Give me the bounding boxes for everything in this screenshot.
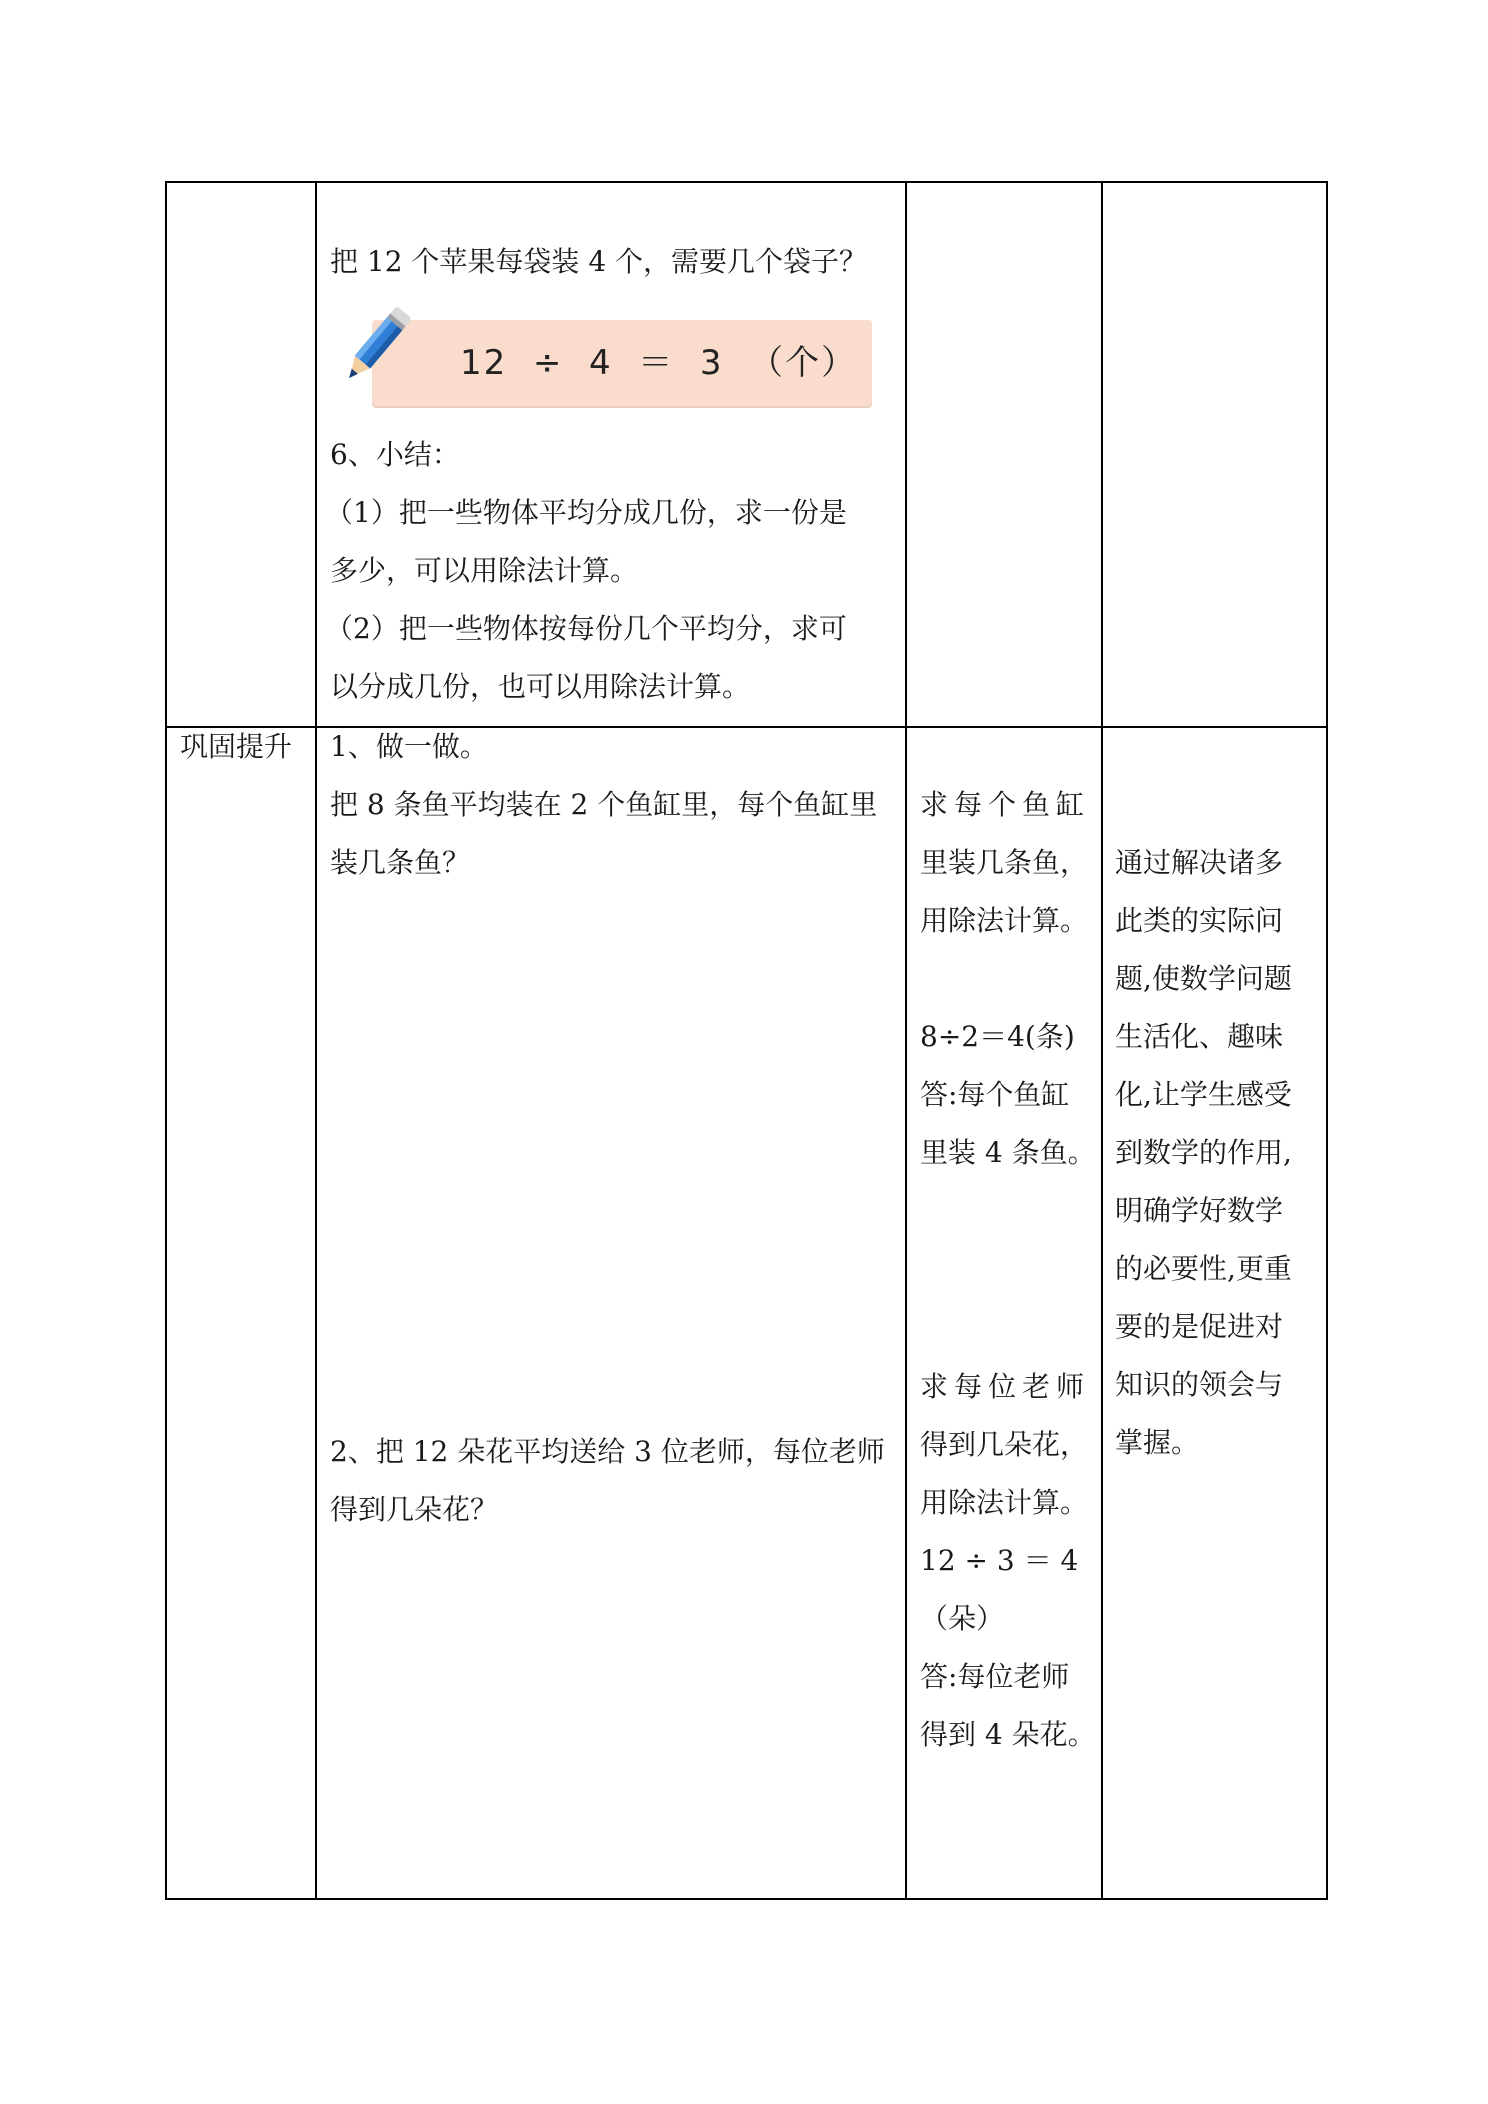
task-1-line-1: 把 8 条鱼平均装在 2 个鱼缸里，每个鱼缸里 xyxy=(330,788,878,821)
intent-line: 要的是促进对 xyxy=(1115,1310,1284,1343)
answer-1-line: 求每个鱼缸 xyxy=(920,788,1091,821)
equation-text: 12 ÷ 4 ＝ 3 （个） xyxy=(460,343,858,383)
intent-line: 此类的实际问 xyxy=(1115,904,1284,937)
intent-line: 知识的领会与 xyxy=(1115,1368,1284,1401)
intent-line: 到数学的作用, xyxy=(1115,1136,1292,1169)
summary-title: 6、小结： xyxy=(330,438,460,471)
answer-1-line: 里装几条鱼， xyxy=(920,846,1089,879)
table-left-border xyxy=(165,181,167,1900)
answer-1-line: 用除法计算。 xyxy=(920,904,1089,937)
summary-point-2-line-1: （2）把一些物体按每份几个平均分，求可 xyxy=(325,612,847,645)
pencil-icon xyxy=(330,300,422,392)
intent-line: 的必要性,更重 xyxy=(1115,1252,1292,1285)
answer-2-line: 得到几朵花， xyxy=(920,1428,1089,1461)
answer-2-line: 求每位老师 xyxy=(920,1370,1091,1403)
answer-2-equation: 12 ÷ 3 ＝ 4 xyxy=(920,1544,1079,1577)
column-divider-2 xyxy=(905,181,907,1900)
table-right-border xyxy=(1326,181,1328,1900)
answer-2-line: 用除法计算。 xyxy=(920,1486,1089,1519)
table-bottom-border xyxy=(165,1898,1328,1900)
task-title: 1、做一做。 xyxy=(330,730,488,763)
answer-2-line: 答:每位老师 xyxy=(920,1660,1070,1693)
answer-2-unit: （朵） xyxy=(920,1602,1005,1635)
answer-1-line: 里装 4 条鱼。 xyxy=(920,1136,1096,1169)
summary-point-1-line-1: （1）把一些物体平均分成几份，求一份是 xyxy=(325,496,847,529)
intent-line: 通过解决诸多 xyxy=(1115,846,1284,879)
answer-2-line: 得到 4 朵花。 xyxy=(920,1718,1096,1751)
summary-point-2-line-2: 以分成几份，也可以用除法计算。 xyxy=(330,670,751,703)
intent-line: 题,使数学问题 xyxy=(1115,962,1292,995)
intent-line: 化,让学生感受 xyxy=(1115,1078,1292,1111)
column-divider-3 xyxy=(1101,181,1103,1900)
summary-point-1-line-2: 多少，可以用除法计算。 xyxy=(330,554,639,587)
stage-label: 巩固提升 xyxy=(180,730,293,763)
intent-line: 明确学好数学 xyxy=(1115,1194,1284,1227)
column-divider-1 xyxy=(315,181,317,1900)
answer-1-equation: 8÷2＝4(条) xyxy=(920,1020,1075,1053)
intent-line: 生活化、趣味 xyxy=(1115,1020,1284,1053)
task-1-line-2: 装几条鱼？ xyxy=(330,846,471,879)
task-2-line-2: 得到几朵花？ xyxy=(330,1493,499,1526)
intent-line: 掌握。 xyxy=(1115,1426,1200,1459)
task-2-line-1: 2、把 12 朵花平均送给 3 位老师，每位老师 xyxy=(330,1435,885,1468)
table-top-border xyxy=(165,181,1328,183)
answer-1-line: 答:每个鱼缸 xyxy=(920,1078,1070,1111)
apple-question: 把 12 个苹果每袋装 4 个，需要几个袋子？ xyxy=(330,245,868,278)
